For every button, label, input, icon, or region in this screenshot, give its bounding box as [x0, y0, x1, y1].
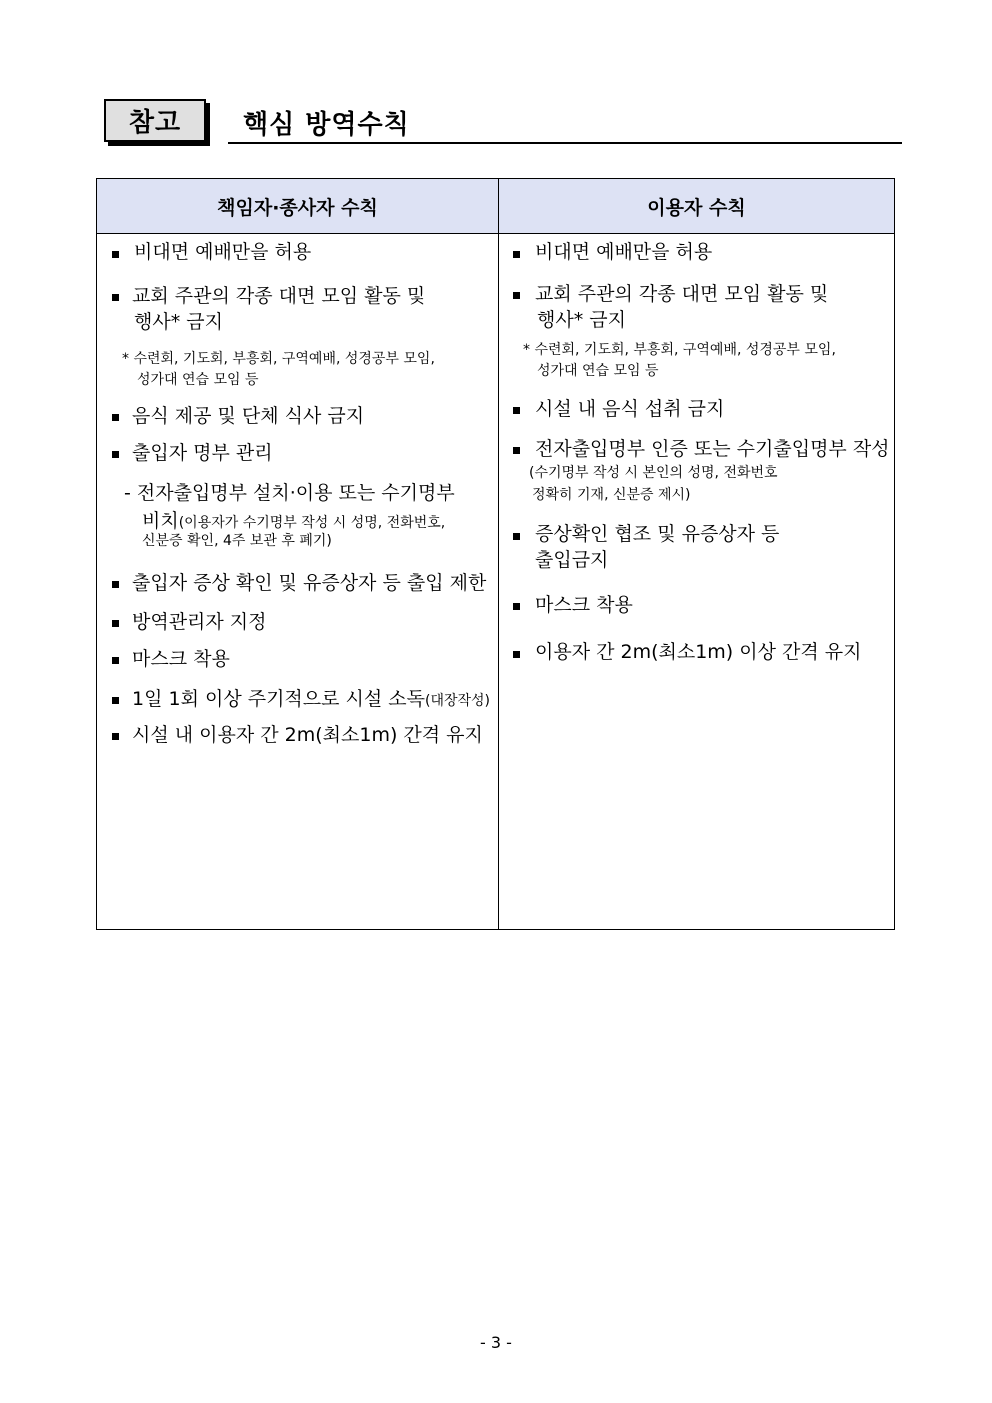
left-sub-1-note: (이용자가 수기명부 작성 시 성명, 전화번호, [178, 515, 446, 531]
bullet-icon [513, 407, 520, 414]
bullet-icon [112, 294, 119, 301]
right-item-5-line1: 증상확인 협조 및 유증상자 등 [535, 523, 780, 545]
bullet-icon [513, 292, 520, 299]
right-note-1-line2: 성가대 연습 모임 등 [537, 363, 659, 379]
left-note-1-line2: 성가대 연습 모임 등 [137, 372, 259, 388]
right-item-3: 시설 내 음식 섭취 금지 [535, 398, 725, 420]
right-note-2-line1: (수기명부 작성 시 본인의 성명, 전화번호 [529, 465, 778, 481]
left-item-8-text: 1일 1회 이상 주기적으로 시설 소독 [132, 688, 425, 710]
left-column-header: 책임자·종사자 수칙 [97, 179, 498, 234]
right-note-2-line2: 정확히 기재, 신분증 제시) [532, 487, 691, 503]
bullet-icon [513, 251, 520, 258]
right-item-6: 마스크 착용 [535, 594, 633, 616]
bullet-icon [513, 447, 520, 454]
right-item-2-line2: 행사* 금지 [537, 309, 626, 331]
left-sub-1-line1: - 전자출입명부 설치·이용 또는 수기명부 [124, 482, 455, 504]
left-item-8 [132, 686, 490, 712]
left-sub-1-text: 비치 [142, 510, 179, 532]
left-item-1: 비대면 예배만을 허용 [134, 241, 312, 263]
left-item-8-note: (대장작성) [424, 693, 491, 709]
title-underline [228, 142, 902, 144]
left-item-9: 시설 내 이용자 간 2m(최소1m) 간격 유지 [132, 724, 483, 746]
right-item-2-line1: 교회 주관의 각종 대면 모임 활동 및 [535, 283, 829, 305]
left-item-2-line2: 행사* 금지 [134, 311, 223, 333]
bullet-icon [112, 697, 119, 704]
bullet-icon [513, 603, 520, 610]
page-title: 핵심 방역수칙 [243, 110, 410, 140]
bullet-icon [112, 251, 119, 258]
bullet-icon [112, 657, 119, 664]
bullet-icon [513, 533, 520, 540]
bullet-icon [112, 733, 119, 740]
left-item-3: 음식 제공 및 단체 식사 금지 [132, 405, 365, 427]
bullet-icon [513, 651, 520, 658]
left-item-4: 출입자 명부 관리 [132, 442, 273, 464]
bullet-icon [112, 414, 119, 421]
rules-table [96, 178, 895, 930]
left-item-7: 마스크 착용 [132, 648, 230, 670]
left-item-6: 방역관리자 지정 [132, 611, 267, 633]
left-sub-1-line3: 신분증 확인, 4주 보관 후 폐기) [142, 533, 332, 549]
right-item-1: 비대면 예배만을 허용 [535, 241, 713, 263]
right-item-4: 전자출입명부 인증 또는 수기출입명부 작성 [535, 438, 890, 460]
right-item-7: 이용자 간 2m(최소1m) 이상 간격 유지 [535, 641, 862, 663]
column-divider [498, 179, 499, 929]
left-item-2-line1: 교회 주관의 각종 대면 모임 활동 및 [132, 285, 426, 307]
bullet-icon [112, 620, 119, 627]
right-note-1-line1: * 수련회, 기도회, 부흥회, 구역예배, 성경공부 모임, [523, 342, 836, 358]
bullet-icon [112, 581, 119, 588]
right-item-5-line2: 출입금지 [535, 549, 609, 571]
left-item-5: 출입자 증상 확인 및 유증상자 등 출입 제한 [132, 572, 487, 594]
page-number: - 3 - [480, 1333, 512, 1352]
heading-tag: 참고 [104, 99, 206, 142]
bullet-icon [112, 451, 119, 458]
right-column-header: 이용자 수칙 [499, 179, 894, 234]
left-note-1-line1: * 수련회, 기도회, 부흥회, 구역예배, 성경공부 모임, [122, 351, 435, 367]
